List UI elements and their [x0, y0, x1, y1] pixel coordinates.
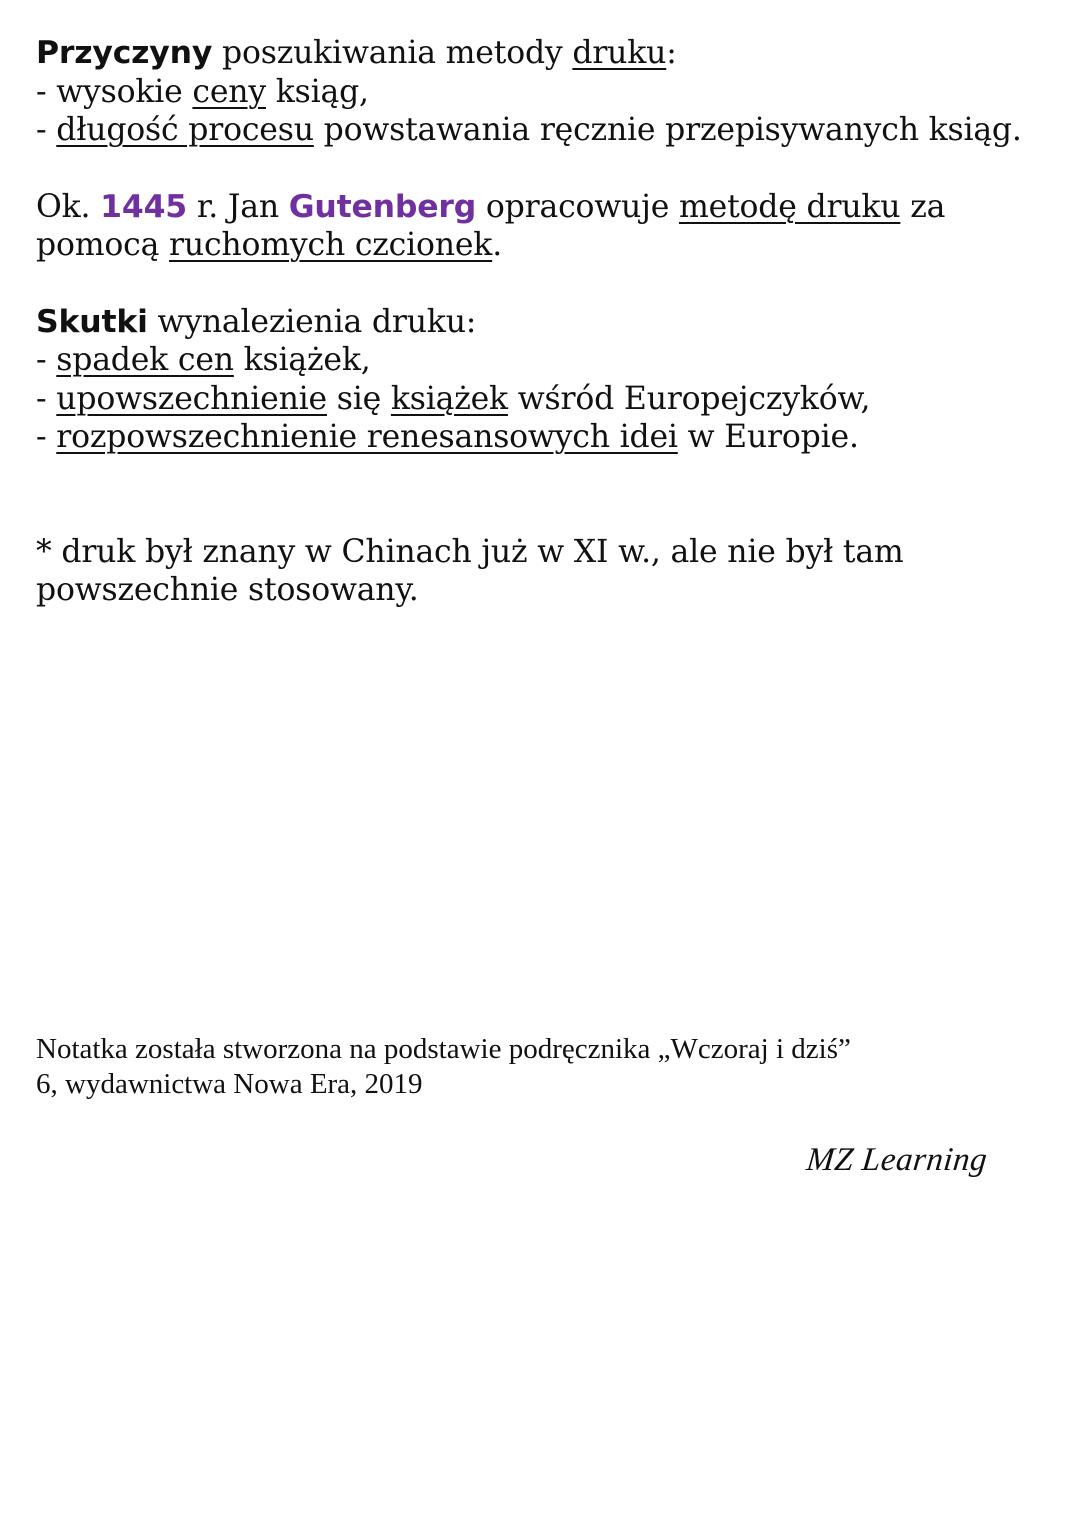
footnote-line-1: * druk był znany w Chinach już w XI w., ale nie był tam [36, 533, 904, 570]
causes-item-long-process: - długość procesu powstawania ręcznie przepisywanych ksiąg. [36, 112, 1022, 148]
signature: MZ Learning [804, 1142, 990, 1178]
effects-heading-line: Skutki wynalezienia druku: [36, 303, 477, 340]
note-body [36, 34, 1056, 610]
causes-heading: Przyczyny [36, 35, 213, 71]
invention-line-2: pomocą ruchomych czcionek. [36, 227, 503, 263]
spacer [36, 150, 1056, 188]
invention-year: 1445 [100, 188, 188, 225]
effects-item-price-drop: - spadek cen książek, [36, 342, 371, 378]
source-line-2: 6, wydawnictwa Nowa Era, 2019 [36, 1068, 423, 1100]
causes-item-high-prices: - wysokie ceny ksiąg, [36, 73, 369, 110]
effects-item-spread-books: - upowszechnienie się książek wśród Europejczyków, [36, 380, 871, 417]
effects-item-spread-ideas: - rozpowszechnienie renesansowych idei w Europie. [36, 419, 859, 455]
causes-heading-line: Przyczyny poszukiwania metody druku: [36, 35, 677, 71]
footnote-line-2: powszechnie stosowany. [36, 572, 419, 608]
spacer [36, 457, 1056, 533]
source-note [36, 1032, 1056, 1102]
inventor-name: Gutenberg [288, 188, 477, 225]
invention-line-1: Ok. 1445 r. Jan Gutenberg opracowuje metodę druku za [36, 188, 946, 225]
source-line-1: Notatka została stworzona na podstawie podręcznika „Wczoraj i dziś” [36, 1033, 851, 1065]
effects-heading: Skutki [36, 303, 148, 340]
spacer [36, 265, 1056, 303]
